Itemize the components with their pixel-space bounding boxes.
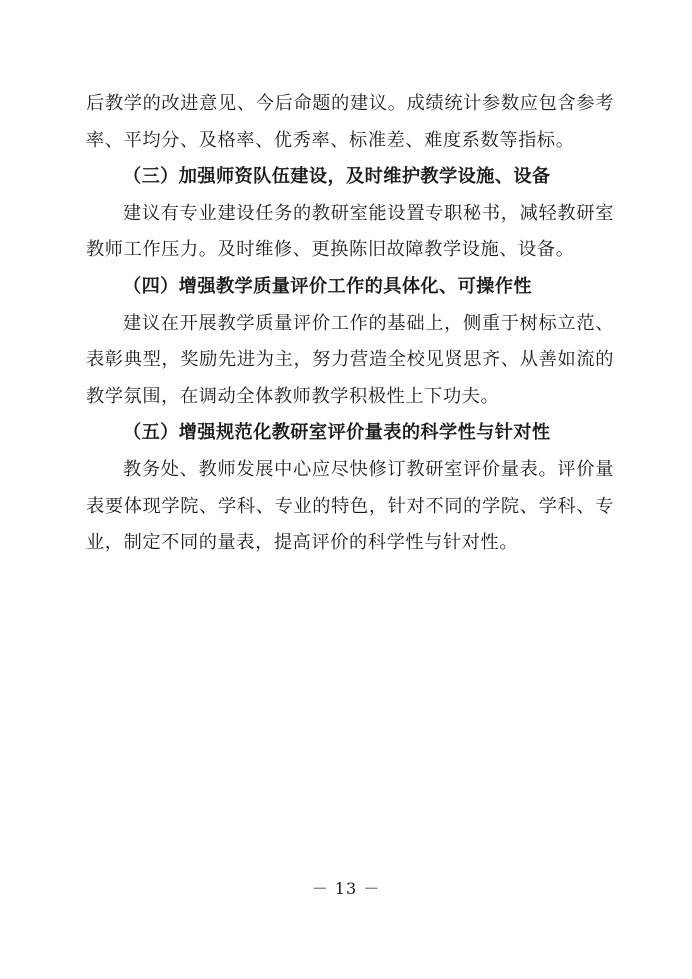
page-number: － 13 － (311, 879, 381, 898)
section-heading-3: （三）加强师资队伍建设，及时维护教学设施、设备 (123, 166, 551, 188)
paragraph-evaluation-scale: 教务处、教师发展中心应尽快修订教研室评价量表。评价量表要体现学院、学科、专业的特色，针对不同的学院、学科、专业，制定不同的量表，提高评价的科学性与针对性。 (86, 458, 614, 554)
paragraph-quality-evaluation: 建议在开展教学质量评价工作的基础上，侧重于树标立范、表彰典型，奖励先进为主，努力营造全校见贤思齐、从善如流的教学氛围，在调动全体教师教学积极性上下功夫。 (86, 312, 614, 407)
paragraph-stats-parameters: 后教学的改进意见、今后命题的建议。成绩统计参数应包含参考率、平均分、及格率、优秀率、标准差、难度系数等指标。 (86, 93, 614, 151)
document-body (86, 86, 614, 562)
paragraph-teacher-staffing: 建议有专业建设任务的教研室能设置专职秘书，减轻教研室教师工作压力。及时维修、更换陈旧故障教学设施、设备。 (86, 202, 614, 261)
section-heading-5: （五）增强规范化教研室评价量表的科学性与针对性 (123, 422, 551, 444)
section-heading-4: （四）增强教学质量评价工作的具体化、可操作性 (123, 275, 532, 297)
